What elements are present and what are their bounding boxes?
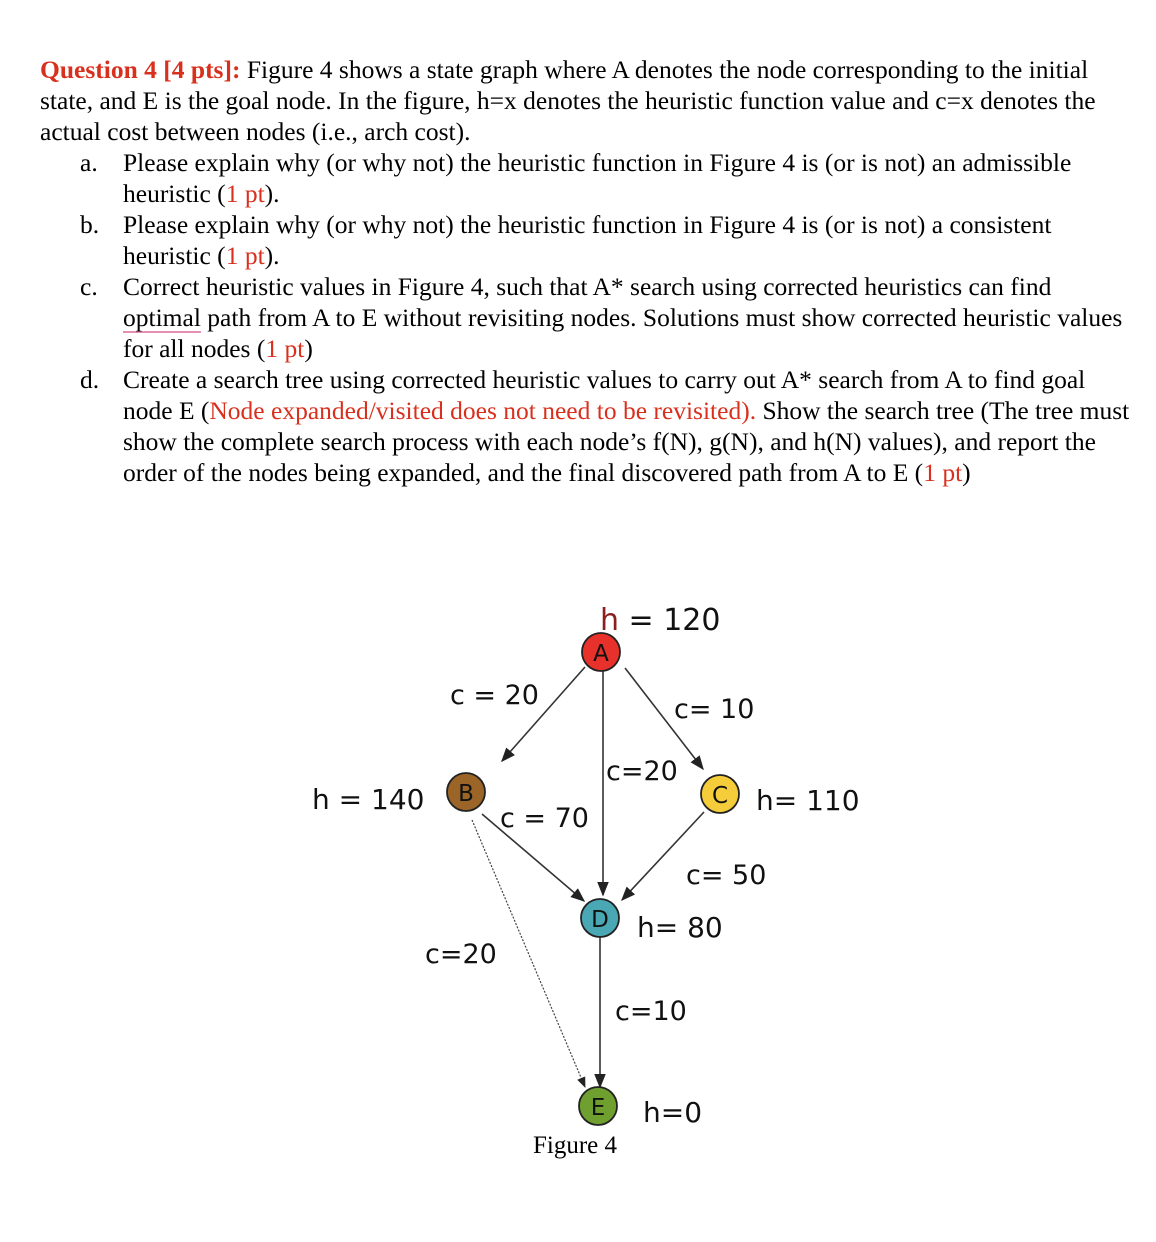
item-text: Please explain why (or why not) the heuristic function in Figure 4 is (or is not) a consistent heuristic (	[123, 210, 1052, 270]
item-points: 1 pt	[225, 179, 265, 208]
heuristic-label-c: h= 110	[756, 784, 860, 817]
item-points: 1 pt	[265, 334, 305, 363]
cost-label-b-d: c = 70	[500, 803, 589, 834]
question-title: Question 4 [4 pts]:	[40, 55, 241, 84]
figure-caption: Figure 4	[533, 1132, 618, 1159]
item-text: Correct heuristic values in Figure 4, such that A* search using corrected heuristics can find	[123, 272, 1052, 301]
cost-label-a-c: c= 10	[674, 694, 755, 725]
item-label: b.	[80, 210, 100, 239]
heuristic-label-a	[600, 603, 721, 638]
question-intro-text: Figure 4 shows a state graph where A denotes the node corresponding to the initial state, and E is the goal node. In the figure, h=x denotes the heuristic function value and c=x denotes the actual cost between nodes (i.e., arch cost).	[40, 55, 1096, 146]
item-text-2: Show the search tree (The tree must show the complete search process with each node’s f(N), g(N), and h(N) values), and report the order of the nodes being expanded, and the final discovered path from A to E (	[123, 396, 1130, 487]
node-b	[447, 773, 485, 811]
item-points: 1 pt	[923, 458, 963, 487]
node-e	[579, 1087, 617, 1125]
cost-label-c-d: c= 50	[686, 860, 767, 891]
node-d	[581, 899, 619, 937]
heuristic-label-b: h = 140	[312, 783, 425, 816]
item-text: Please explain why (or why not) the heuristic function in Figure 4 is (or is not) an admissible heuristic (	[123, 148, 1072, 208]
node-a	[582, 633, 620, 671]
heuristic-label-d: h= 80	[637, 911, 723, 944]
node-c	[701, 775, 739, 813]
node-e-label: E	[590, 1095, 606, 1121]
cost-label-a-b: c = 20	[450, 680, 539, 711]
cost-label-d-e: c=10	[615, 996, 687, 1027]
item-underlined-word: optimal	[123, 303, 201, 332]
node-d-label: D	[591, 907, 609, 933]
heuristic-a-h: h	[600, 603, 620, 638]
item-after: )	[304, 334, 313, 363]
item-after: ).	[264, 241, 280, 270]
node-b-label: B	[458, 781, 474, 807]
item-points: 1 pt	[225, 241, 265, 270]
heuristic-a-value: = 120	[619, 603, 721, 638]
node-c-label: C	[711, 783, 729, 809]
cost-label-b-e: c=20	[425, 939, 497, 970]
item-after: )	[962, 458, 971, 487]
item-red-note: Node expanded/visited does not need to be revisited).	[209, 396, 757, 425]
item-label: c.	[80, 272, 98, 301]
item-text: Create a search tree using corrected heuristic values to carry out A* search from A to find goal node E (	[123, 365, 1086, 425]
item-label: a.	[80, 148, 98, 177]
item-after: ).	[264, 179, 280, 208]
item-label: d.	[80, 365, 100, 394]
item-text-after: path from A to E without revisiting nodes. Solutions must show corrected heuristic values for all nodes (	[123, 303, 1123, 363]
heuristic-label-e: h=0	[643, 1096, 703, 1129]
cost-label-a-d: c=20	[606, 756, 678, 787]
node-a-label: A	[593, 641, 609, 667]
